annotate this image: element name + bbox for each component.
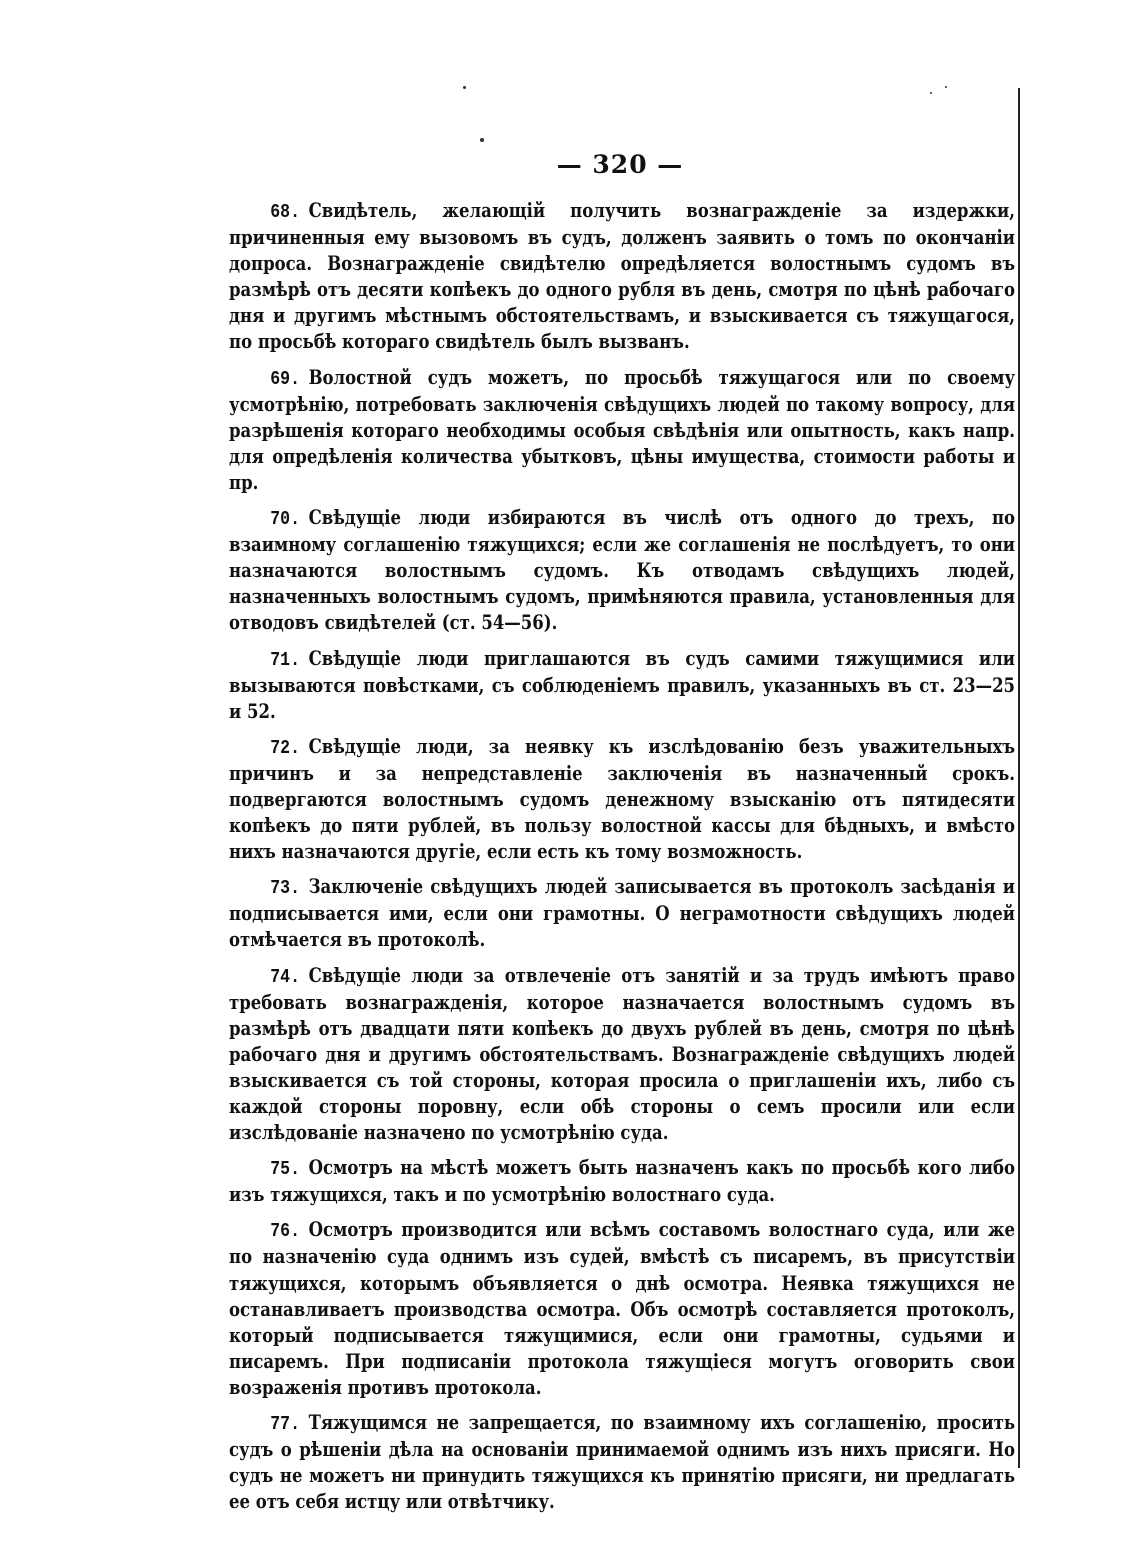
article-text: Тяжущимся не запрещается, по взаимному ихъ соглашенію, просить судъ о рѣшеніи дѣла на основаніи принимаемой однимъ изъ нихъ присяги. Но судъ не можетъ ни принудить тяжущихся къ принятію присяги, ни предлагать ее отъ себя истцу или отвѣтчику.: [229, 1411, 1016, 1514]
article-text: Осмотръ на мѣстѣ можетъ быть назначенъ какъ по просьбѣ кого либо изъ тяжущихся, такъ и по усмотрѣнію волостнаго суда.: [229, 1156, 1016, 1207]
page-edge-line: [1018, 88, 1020, 1468]
article-number: 72.: [270, 736, 300, 759]
article-number: 75.: [270, 1158, 300, 1181]
article-text: Осмотръ производится или всѣмъ составомъ волостнаго суда, или же по назначенію суда однимъ изъ судей, вмѣстѣ съ писаремъ, въ присутствіи тяжущихся, которымъ объявляется о днѣ осмотра. Неявка тяжущихся не останавливаетъ производства осмотра. Объ осмотрѣ составляется протоколъ, который подписывается тяжущимися, если они грамотны, судьями и писаремъ. При подписаніи протокола тяжущіеся могутъ оговорить свои возраженія противъ протокола.: [229, 1218, 1016, 1399]
article-77: [229, 1410, 1015, 1515]
page-number: — 320 —: [556, 150, 684, 179]
scan-speck: [945, 86, 947, 88]
scan-speck: [480, 138, 484, 142]
article-69: [229, 365, 1015, 496]
article-list: [229, 198, 1015, 1524]
article-number: 76.: [270, 1220, 300, 1243]
article-number: 68.: [270, 201, 300, 223]
article-number: 77.: [270, 1413, 300, 1436]
article-72: [229, 734, 1015, 865]
article-76: [229, 1217, 1015, 1401]
article-number: 71.: [270, 648, 300, 671]
article-text: Свидѣтель, желающій получить вознагражденіе за издержки, причиненныя ему вызовомъ въ судъ, долженъ заявить о томъ по окончаніи допроса. Вознагражденіе свидѣтелю опредѣляется волостнымъ судомъ въ размѣрѣ отъ десяти копѣекъ до одного рубля въ день, смотря по цѣнѣ рабочаго дня и другимъ мѣстнымъ обстоятельствамъ, и взыскивается съ тяжущагося, по просьбѣ котораго свидѣтель былъ вызванъ.: [229, 199, 1016, 354]
article-text: Свѣдущіе люди, за неявку къ изслѣдованію безъ уважительныхъ причинъ и за непредставленіе заключенія въ назначенный срокъ. подвергаются волостнымъ судомъ денежному взысканію отъ пятидесяти копѣекъ до пяти рублей, въ пользу волостной кассы для бѣдныхъ, и вмѣсто нихъ назначаются другіе, если есть къ тому возможность.: [229, 734, 1016, 864]
scan-speck: [463, 86, 466, 89]
article-text: Волостной судъ можетъ, по просьбѣ тяжущагося или по своему усмотрѣнію, потребовать заключенія свѣдущихъ людей по такому вопросу, для разрѣшенія котораго необходимы особыя свѣдѣнія или опытность, какъ напр. для опредѣленія количества убытковъ, цѣны имущества, стоимости работы и пр.: [229, 365, 1016, 494]
article-number: 74.: [270, 965, 300, 988]
article-text: Свѣдущіе люди приглашаются въ судъ самими тяжущимися или вызываются повѣстками, съ соблюденіемъ правилъ, указанныхъ въ ст. 23—25 и 52.: [229, 646, 1016, 723]
article-68: [229, 198, 1015, 356]
article-text: Заключеніе свѣдущихъ людей записывается въ протоколъ засѣданія и подписывается ими, если они грамотны. О неграмотности свѣдущихъ людей отмѣчается въ протоколѣ.: [229, 875, 1016, 952]
article-71: [229, 646, 1015, 725]
article-text: Свѣдущіе люди за отвлеченіе отъ занятій и за трудъ имѣютъ право требовать вознагражденія, которое назначается волостнымъ судомъ въ размѣрѣ отъ двадцати пяти копѣекъ до двухъ рублей въ день, смотря по цѣнѣ рабочаго дня и другимъ обстоятельствамъ. Вознагражденіе свѣдущихъ людей взыскивается съ той стороны, которая просила о приглашеніи ихъ, либо съ каждой стороны поровну, если обѣ стороны о семъ просили или если изслѣдованіе назначено по усмотрѣнію суда.: [229, 963, 1016, 1145]
article-75: [229, 1155, 1015, 1208]
article-number: 69.: [270, 367, 300, 390]
article-number: 70.: [270, 508, 300, 531]
article-73: [229, 874, 1015, 953]
article-text: Свѣдущіе люди избираются въ числѣ отъ одного до трехъ, по взаимному соглашенію тяжущихся; если же соглашенія не послѣдуетъ, то они назначаются волостнымъ судомъ. Къ отводамъ свѣдущихъ людей, назначенныхъ волостнымъ судомъ, примѣняются правила, установленныя для отводовъ свидѣтелей (ст. 54—56).: [229, 506, 1016, 635]
article-74: [229, 963, 1015, 1147]
scan-speck: [930, 92, 932, 94]
article-70: [229, 505, 1015, 636]
article-number: 73.: [270, 877, 300, 900]
